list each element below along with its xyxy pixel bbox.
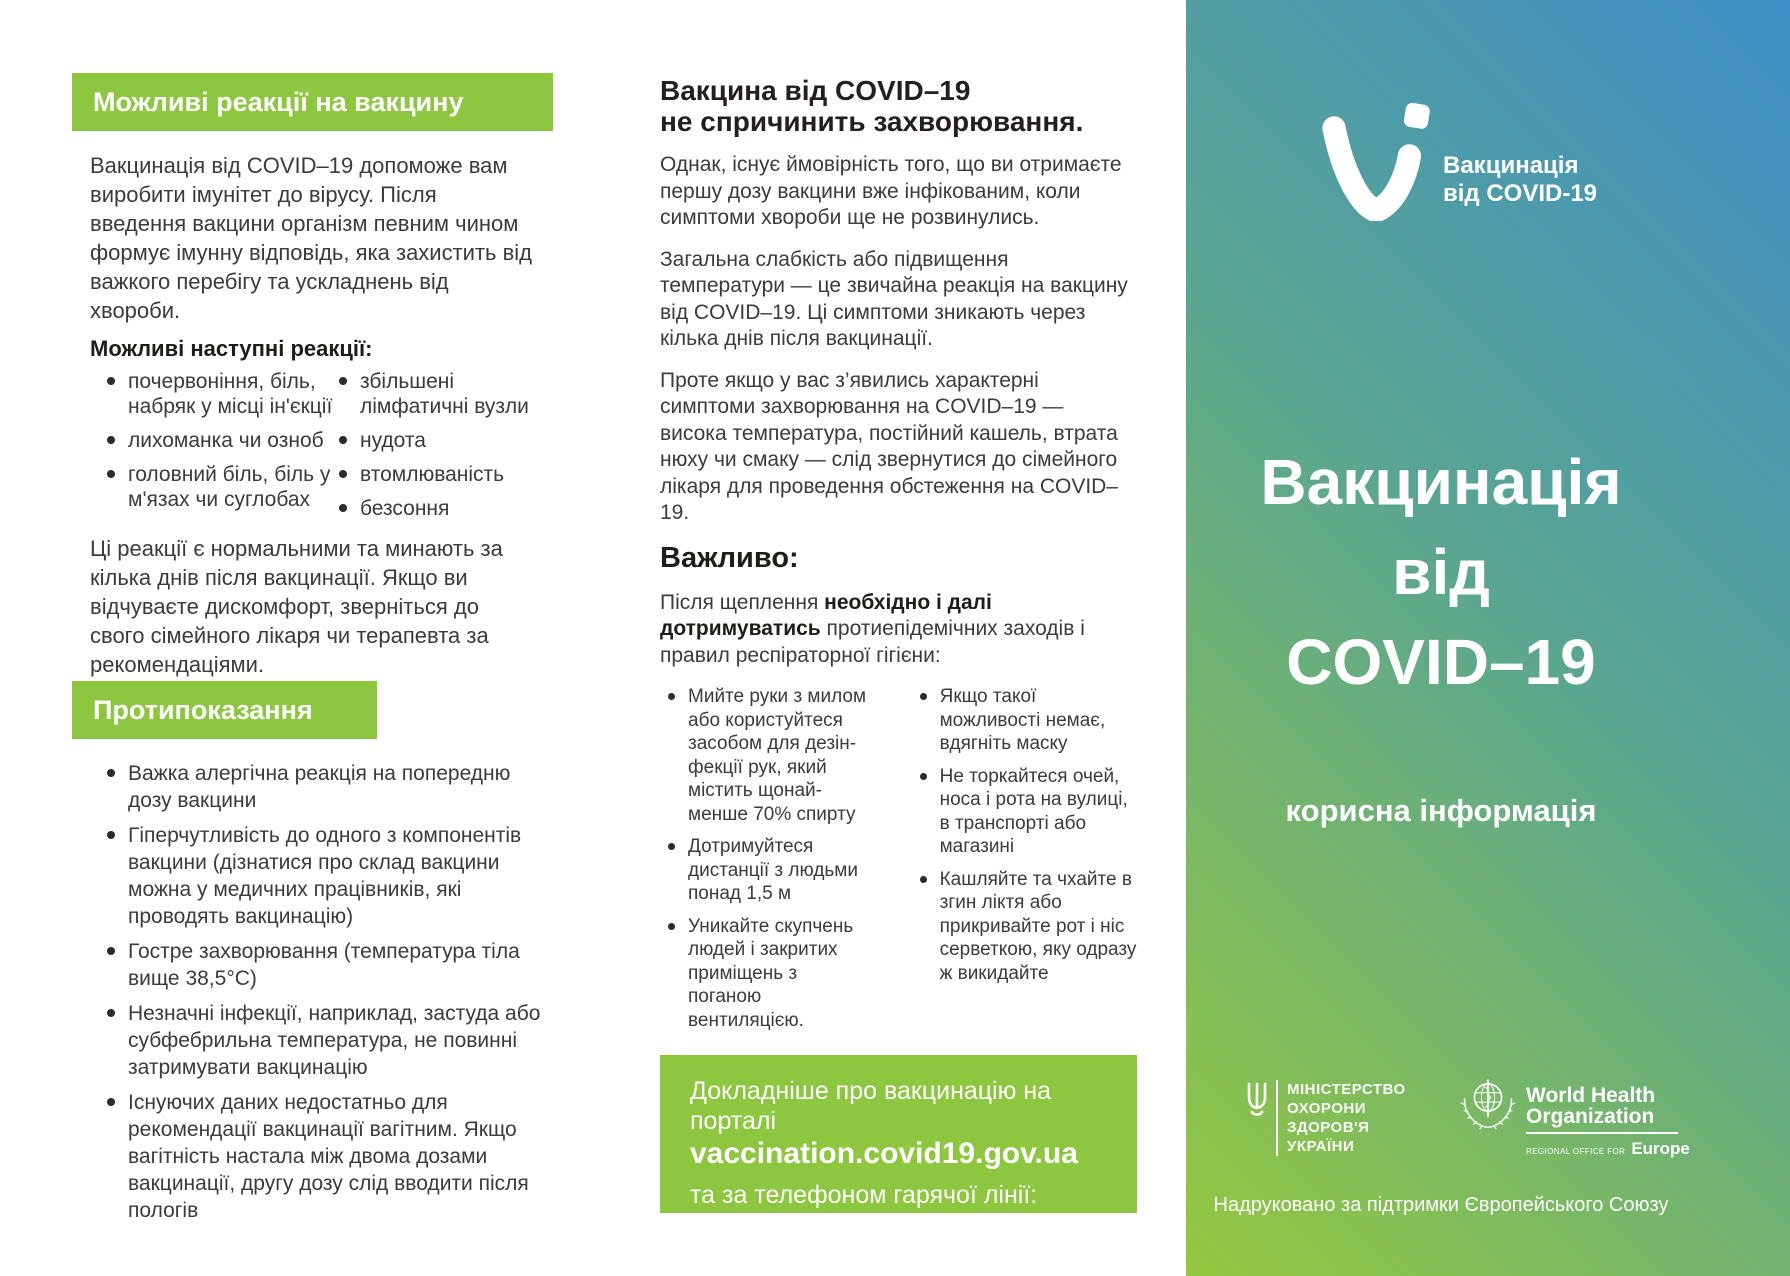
list-item: Якщо такої можливості немає, вдягніть маску (919, 685, 1140, 756)
reactions-list-col1 (105, 369, 337, 530)
list-item: втомлюваність (337, 462, 555, 487)
ministry-name (1287, 1080, 1406, 1156)
cover-logo-text (1443, 152, 1597, 208)
list-item: почервоніння, біль, набряк у місці ін'єкції (105, 369, 337, 419)
important-intro-post: протиепідемічних заходів і правил респіраторної гігієни: (660, 617, 1085, 667)
cover-title-line2: від (1392, 536, 1490, 608)
important-heading: Важливо: (660, 541, 799, 574)
ministry-of-health-logo (1246, 1080, 1406, 1156)
panel-cover (1186, 0, 1790, 1276)
list-item: безсоння (337, 496, 555, 521)
section-header-reactions (72, 73, 553, 131)
reactions-list-col2 (337, 369, 555, 530)
vaccine-paragraph-1: Однак, існує ймовірність того, що ви отримаєте першу дозу вакцини вже інфікованим, коли симптоми хвороби ще не розвинулись. (660, 153, 1122, 229)
list-item: нудота (337, 428, 555, 453)
logo-divider (1276, 1080, 1278, 1156)
vaccine-heading-line2: не спричинить захворювання. (660, 106, 1084, 137)
cover-title (1186, 437, 1696, 707)
list-item: лихоманка чи озноб (105, 428, 337, 453)
reactions-outro-paragraph: Ці реакції є нормальними та минають за кілька днів після вакцинації. Якщо ви відчуваєте дискомфорт, зверніться до свого сімейного лікаря чи терапевта за рекомендаціями. (90, 536, 503, 677)
vaccine-heading-line1: Вакцина від COVID–19 (660, 75, 971, 106)
important-intro-bold: необхідно і далі дотримуватись (660, 590, 992, 640)
ministry-name-line2: ОХОРОНИ (1287, 1100, 1366, 1117)
ministry-name-line3: ЗДОРОВ'Я (1287, 1119, 1370, 1136)
portal-url: vaccination.covid19.gov.ua (690, 1137, 1078, 1170)
hotline-intro-text: та за телефоном гарячої лінії: (690, 1181, 1038, 1209)
who-logo (1458, 1073, 1690, 1159)
section-title-contraindications: Протипоказання (93, 694, 313, 725)
ministry-name-line1: МІНІСТЕРСТВО (1287, 1081, 1406, 1098)
reactions-intro-paragraph: Вакцинація від COVID–19 допоможе вам виробити імунітет до вірусу. Після введення вакцини організм певним чином формує імунну відповідь, яка захистить від важкого перебігу та ускладнень від хвороби. (90, 153, 533, 323)
who-name-line2: Organization (1526, 1105, 1655, 1128)
list-item: Важка алергічна реакція на попередню дозу вакцини (105, 760, 557, 814)
list-item: Не торкайтеся очей, носа і рота на вулиці, в транспорті або магазині (919, 765, 1140, 859)
portal-info-box (660, 1055, 1137, 1243)
cover-logo-text-line2: від COVID-19 (1443, 180, 1598, 207)
list-item: Дотримуйтеся дистанції з людьми понад 1,5 м (667, 835, 876, 906)
hygiene-list-col1 (667, 685, 876, 1041)
who-region-name: Europe (1631, 1139, 1690, 1158)
hygiene-rules-list (667, 685, 1140, 1041)
ministry-name-line4: УКРАЇНИ (1287, 1138, 1355, 1155)
panel-vaccine-info (660, 0, 1140, 1243)
who-regional-office-label: REGIONAL OFFICE FOR (1526, 1147, 1626, 1156)
section-header-contraindications (72, 681, 377, 739)
cover-title-line1: Вакцинація (1260, 446, 1622, 518)
important-intro-paragraph (660, 590, 1132, 670)
who-underline (1526, 1132, 1678, 1134)
list-item: Мийте руки з милом або користуйтеся засобом для дезін- фекції рук, який містить щонай- менше 70% спирту (667, 685, 876, 826)
list-item: Гостре захворювання (температура тіла вище 38,5°С) (105, 938, 557, 992)
list-item: головний біль, біль у м'язах чи суглобах (105, 462, 337, 512)
vaccine-heading (660, 75, 1140, 137)
vaccine-paragraph-3: Проте якщо у вас з’явились характерні симптоми захворювання на COVID–19 — висока температура, постійний кашель, втрата нюху чи смаку — слід звернутися до сімейного лікаря для проведення обстеження на COVID–19. (660, 368, 1119, 524)
eu-support-note: Надруковано за підтримки Європейського Союзу (1213, 1194, 1669, 1216)
hygiene-list-col2 (919, 685, 1140, 1041)
vaccination-v-logo-icon (1319, 100, 1431, 226)
trident-icon (1246, 1080, 1268, 1156)
cover-title-line3: COVID–19 (1286, 626, 1596, 698)
reactions-subheading: Можливі наступні реакції: (90, 336, 373, 361)
list-item: Гіперчутливість до одного з компонентів вакцини (дізнатися про склад вакцини можна у медичних працівників, які проводять вакцинацію) (105, 822, 557, 930)
list-item: Уникайте скупчень людей і закритих приміщень з поганою вентиляцією. (667, 915, 876, 1033)
who-name (1526, 1085, 1690, 1159)
hotline-phone-number: 0 800 60 20 19 (690, 1211, 884, 1243)
important-intro-pre: Після щеплення (660, 590, 825, 614)
list-item: Кашляйте та чхайте в згин ліктя або прикривайте рот і ніс серветкою, яку одразу ж викидайте (919, 868, 1140, 986)
portal-intro-text: Докладніше про вакцинацію на порталі (690, 1077, 1052, 1135)
who-emblem-icon (1458, 1073, 1518, 1159)
cover-logo-text-line1: Вакцинація (1443, 152, 1579, 179)
reactions-list (105, 369, 555, 530)
contraindications-list (105, 760, 557, 1224)
who-name-line1: World Health (1526, 1084, 1656, 1107)
vaccine-paragraph-2: Загальна слабкість або підвищення температури — це звичайна реакція на вакцину від COVID–19. Ці симптоми зникають через кілька днів після вакцинації. (660, 247, 1128, 350)
cover-subtitle: корисна інформація (1285, 793, 1597, 828)
list-item: Незначні інфекції, наприклад, застуда або субфебрильна температура, не повинні затримувати вакцинацію (105, 1000, 557, 1081)
section-title-reactions: Можливі реакції на вакцину (93, 86, 464, 117)
panel-reactions (72, 0, 555, 1232)
list-item: Існуючих даних недостатньо для рекомендації вакцинації вагітним. Якщо вагітність настала між двома дозами вакцинації, другу дозу слід вводити після пологів (105, 1089, 557, 1224)
list-item: збільшені лімфатичні вузли (337, 369, 555, 419)
